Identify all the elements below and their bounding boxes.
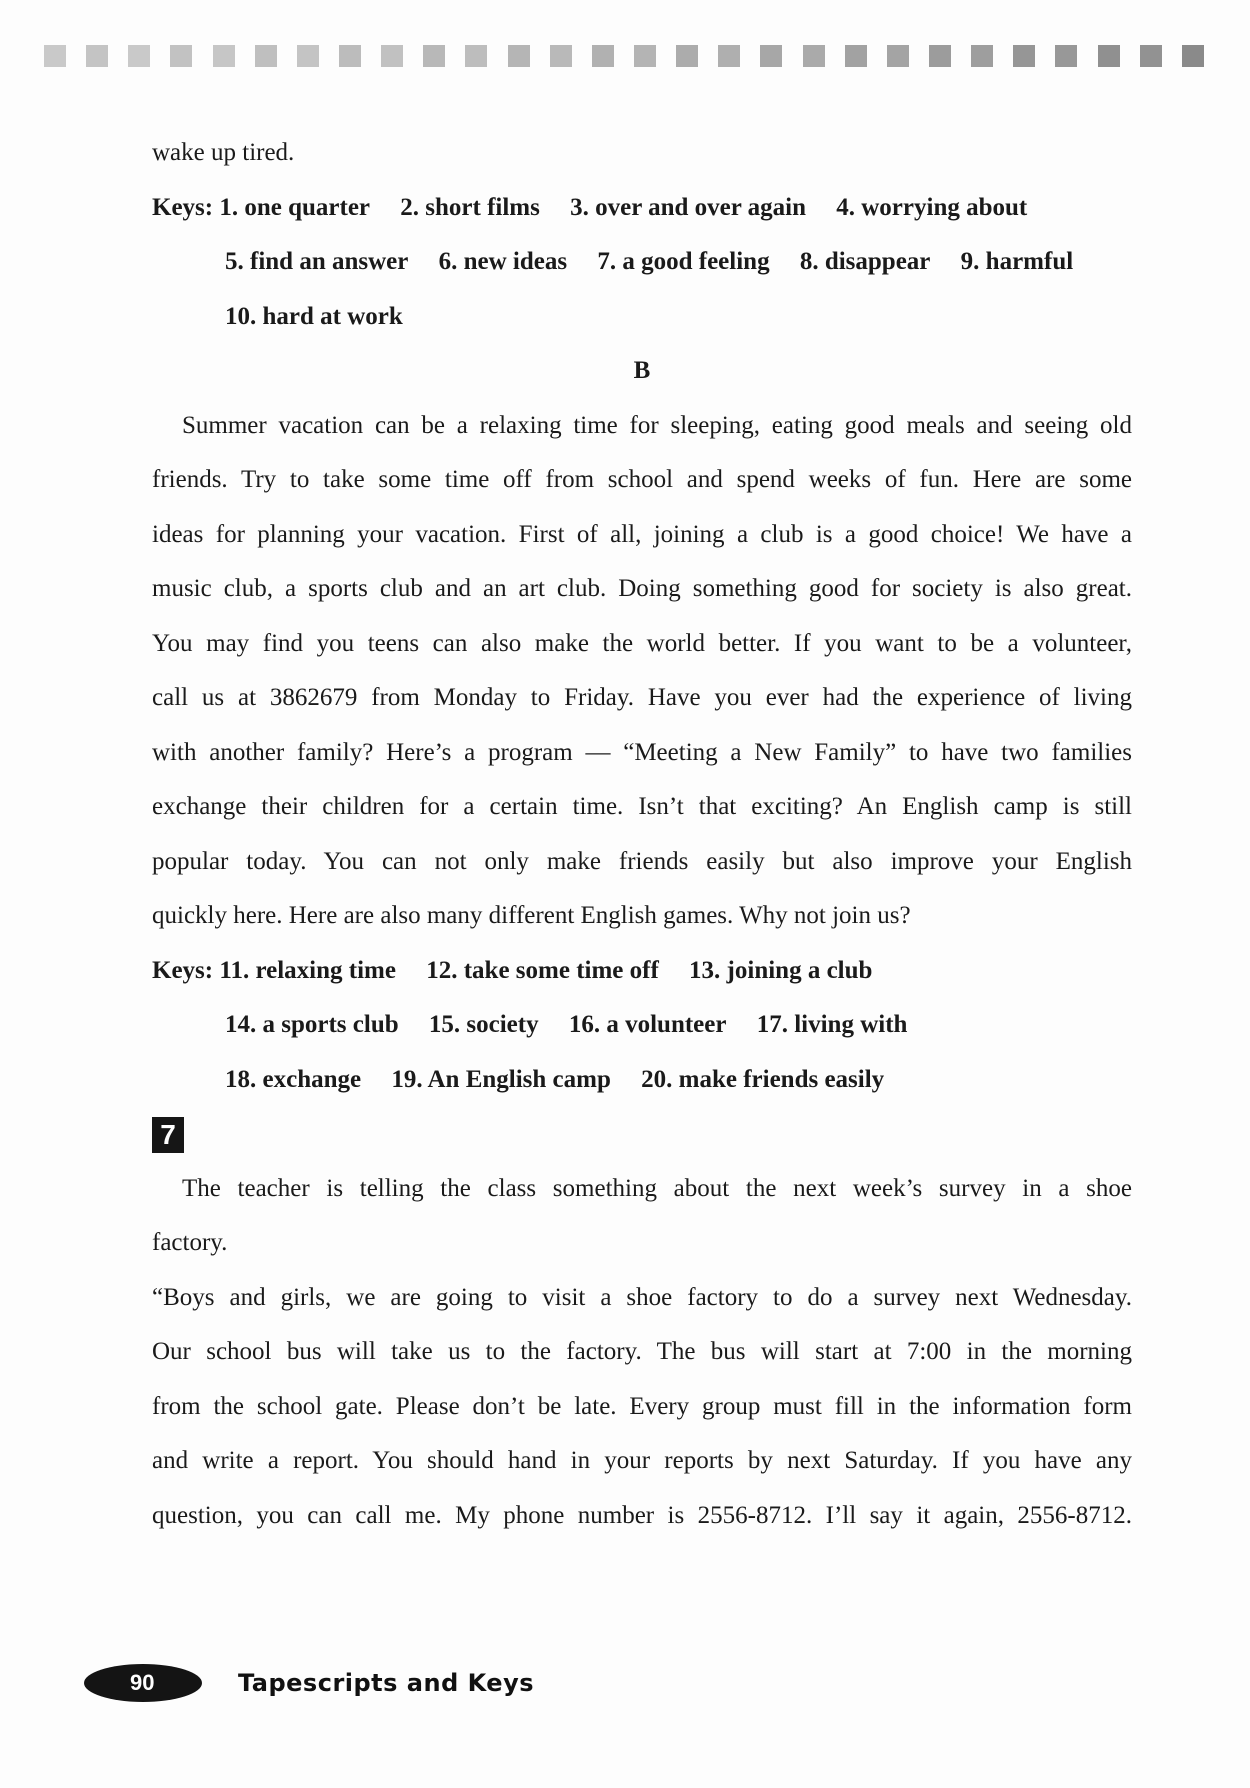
- key-item: 11. relaxing time: [219, 956, 396, 984]
- header-decor-square: [423, 45, 445, 67]
- header-decor-square: [1140, 45, 1162, 67]
- header-decor-square: [634, 45, 656, 67]
- page-number-badge: 90: [84, 1664, 202, 1702]
- text-line: Our school bus will take us to the factory. The bus will start at 7:00 in the morning: [152, 1338, 1132, 1365]
- text-line: “Boys and girls, we are going to visit a shoe factory to do a survey next Wednesday.: [152, 1283, 1132, 1311]
- key-item: 14. a sports club: [225, 1011, 399, 1038]
- header-decor-square: [1098, 45, 1120, 67]
- section-number-badge: 7: [152, 1117, 184, 1153]
- header-decor-square: [1182, 45, 1204, 67]
- text-line: quickly here. Here are also many different English games. Why not join us?: [152, 902, 911, 929]
- text-line: and write a report. You should hand in your reports by next Saturday. If you have any: [152, 1447, 1132, 1474]
- section-7-row: [152, 1107, 1132, 1162]
- keys-row-3: [152, 290, 1132, 345]
- key-item: 10. hard at work: [225, 302, 403, 330]
- key-item: 16. a volunteer: [568, 1011, 727, 1038]
- text-line: with another family? Here’s a program — “Meeting a New Family” to have two families: [152, 738, 1132, 766]
- header-decor-square: [1013, 45, 1035, 67]
- header-decor-square: [929, 45, 951, 67]
- header-decor-square: [255, 45, 277, 67]
- key-item: 7. a good feeling: [597, 248, 770, 275]
- text-line: Summer vacation can be a relaxing time for sleeping, eating good meals and seeing old: [182, 411, 1132, 439]
- header-decor-square: [592, 45, 614, 67]
- key-item: 3. over and over again: [570, 193, 806, 221]
- header-decor-square: [86, 45, 108, 67]
- text-line: exchange their children for a certain time. Isn’t that exciting? An English camp is still: [152, 793, 1132, 820]
- text-line: music club, a sports club and an art club. Doing something good for society is also great.: [152, 575, 1132, 602]
- key-item: 8. disappear: [799, 248, 931, 275]
- key-item: 17. living with: [756, 1011, 908, 1038]
- key-item: 13. joining a club: [689, 956, 873, 984]
- key-item: 1. one quarter: [219, 193, 371, 221]
- text-line: You may find you teens can also make the world better. If you want to be a volunteer,: [152, 629, 1132, 657]
- key-item: 9. harmful: [960, 248, 1074, 275]
- key-item: 12. take some time off: [426, 956, 659, 984]
- page-content: [152, 126, 1132, 1543]
- section-heading-b: B: [633, 357, 651, 384]
- header-decor-square: [718, 45, 740, 67]
- header-decor-square: [297, 45, 319, 67]
- key-item: 6. new ideas: [438, 248, 568, 275]
- text-line: The teacher is telling the class something about the next week’s survey in a shoe: [182, 1174, 1132, 1202]
- header-decor-square: [381, 45, 403, 67]
- key-item: 4. worrying about: [836, 193, 1028, 221]
- text-line: ideas for planning your vacation. First of all, joining a club is a good choice! We have a: [152, 520, 1132, 548]
- header-decor-square: [170, 45, 192, 67]
- footer-title: Tapescripts and Keys: [238, 1669, 534, 1697]
- keys-label: Keys:: [152, 193, 214, 221]
- header-decor-square: [465, 45, 487, 67]
- text-line: call us at 3862679 from Monday to Friday. Have you ever had the experience of living: [152, 684, 1132, 711]
- key-item: 5. find an answer: [225, 248, 409, 275]
- header-decor-square: [760, 45, 782, 67]
- text-line: popular today. You can not only make friends easily but also improve your English: [152, 847, 1132, 875]
- header-decor-square: [339, 45, 361, 67]
- header-decor-square: [550, 45, 572, 67]
- header-decor-square: [508, 45, 530, 67]
- header-decor-square: [44, 45, 66, 67]
- keys-label: Keys:: [152, 956, 214, 984]
- header-decor-square: [887, 45, 909, 67]
- text-line: question, you can call me. My phone number is 2556-8712. I’ll say it again, 2556-8712.: [152, 1501, 1132, 1529]
- text-line: from the school gate. Please don’t be late. Every group must fill in the information form: [152, 1392, 1132, 1420]
- text-line: factory.: [152, 1229, 228, 1256]
- text-line: wake up tired.: [152, 139, 295, 166]
- header-decor-square: [971, 45, 993, 67]
- text-line: friends. Try to take some time off from school and spend weeks of fun. Here are some: [152, 466, 1132, 493]
- header-decor-square: [845, 45, 867, 67]
- header-decor-square: [1055, 45, 1077, 67]
- header-decor-square: [213, 45, 235, 67]
- keys-row-1: [152, 181, 1132, 236]
- key-item: 19. An English camp: [391, 1065, 611, 1093]
- header-decor-strip: [44, 45, 1204, 67]
- keys-row-4: [152, 944, 1132, 999]
- keys-row-5: [152, 998, 1132, 1053]
- key-item: 15. society: [428, 1011, 539, 1038]
- key-item: 2. short films: [400, 193, 540, 221]
- keys-row-6: [152, 1053, 1132, 1108]
- key-item: 20. make friends easily: [641, 1065, 885, 1093]
- key-item: 18. exchange: [225, 1065, 362, 1093]
- header-decor-square: [803, 45, 825, 67]
- header-decor-square: [676, 45, 698, 67]
- header-decor-square: [128, 45, 150, 67]
- keys-row-2: [152, 235, 1132, 290]
